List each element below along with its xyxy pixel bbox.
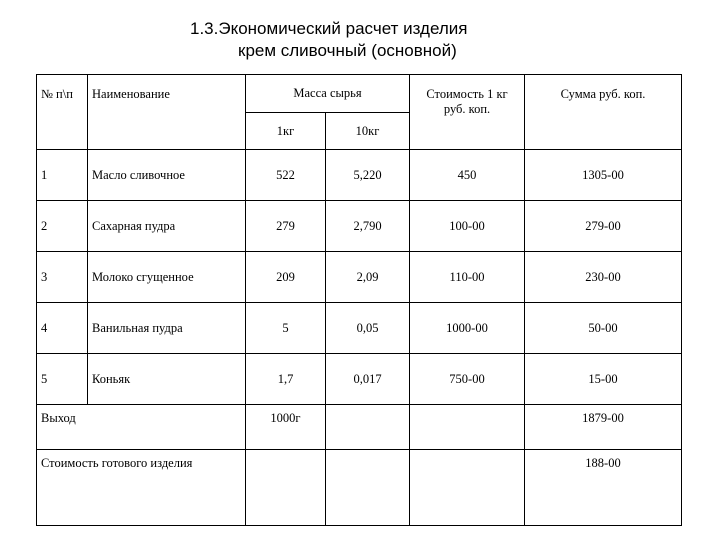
row-sum: 230-00 <box>525 252 682 303</box>
row-mass-1kg: 5 <box>246 303 326 354</box>
finished-cost-label: Стоимость готового изделия <box>37 450 246 526</box>
row-mass-10kg: 2,09 <box>326 252 410 303</box>
row-name: Сахарная пудра <box>88 201 246 252</box>
table-row <box>37 303 682 354</box>
table-row <box>37 252 682 303</box>
row-cost: 100-00 <box>410 201 525 252</box>
output-label: Выход <box>37 405 246 450</box>
row-mass-10kg: 0,017 <box>326 354 410 405</box>
row-mass-10kg: 5,220 <box>326 150 410 201</box>
row-sum: 279-00 <box>525 201 682 252</box>
title-line-2: крем сливочный (основной) <box>238 41 457 60</box>
header-mass-1kg: 1кг <box>246 113 326 150</box>
row-mass-1kg: 279 <box>246 201 326 252</box>
row-mass-10kg: 2,790 <box>326 201 410 252</box>
row-sum: 15-00 <box>525 354 682 405</box>
row-mass-1kg: 522 <box>246 150 326 201</box>
title-line-1: 1.3.Экономический расчет изделия <box>190 19 468 38</box>
row-sum: 50-00 <box>525 303 682 354</box>
header-row <box>37 75 682 113</box>
row-name: Коньяк <box>88 354 246 405</box>
row-name: Ванильная пудра <box>88 303 246 354</box>
table-row <box>37 150 682 201</box>
finished-cost-mass-10kg <box>326 450 410 526</box>
row-cost: 110-00 <box>410 252 525 303</box>
output-mass-1kg: 1000г <box>246 405 326 450</box>
table-row <box>37 201 682 252</box>
row-mass-1kg: 209 <box>246 252 326 303</box>
finished-cost-mass-1kg <box>246 450 326 526</box>
table-row <box>37 354 682 405</box>
calculation-table <box>36 74 682 526</box>
row-name: Масло сливочное <box>88 150 246 201</box>
header-sum: Сумма руб. коп. <box>525 75 682 150</box>
finished-cost-row <box>37 450 682 526</box>
row-name: Молоко сгущенное <box>88 252 246 303</box>
output-sum: 1879-00 <box>525 405 682 450</box>
finished-cost-sum: 188-00 <box>525 450 682 526</box>
output-row <box>37 405 682 450</box>
row-mass-1kg: 1,7 <box>246 354 326 405</box>
row-num: 1 <box>37 150 88 201</box>
row-cost: 750-00 <box>410 354 525 405</box>
finished-cost-cost <box>410 450 525 526</box>
header-name: Наименование <box>88 75 246 150</box>
row-cost: 450 <box>410 150 525 201</box>
row-num: 3 <box>37 252 88 303</box>
row-cost: 1000-00 <box>410 303 525 354</box>
output-cost <box>410 405 525 450</box>
header-mass: Масса сырья <box>246 75 410 113</box>
row-num: 2 <box>37 201 88 252</box>
output-mass-10kg <box>326 405 410 450</box>
row-mass-10kg: 0,05 <box>326 303 410 354</box>
header-cost-per-kg: Стоимость 1 кг руб. коп. <box>410 75 525 150</box>
header-mass-10kg: 10кг <box>326 113 410 150</box>
header-num: № п\п <box>37 75 88 150</box>
row-sum: 1305-00 <box>525 150 682 201</box>
row-num: 5 <box>37 354 88 405</box>
row-num: 4 <box>37 303 88 354</box>
